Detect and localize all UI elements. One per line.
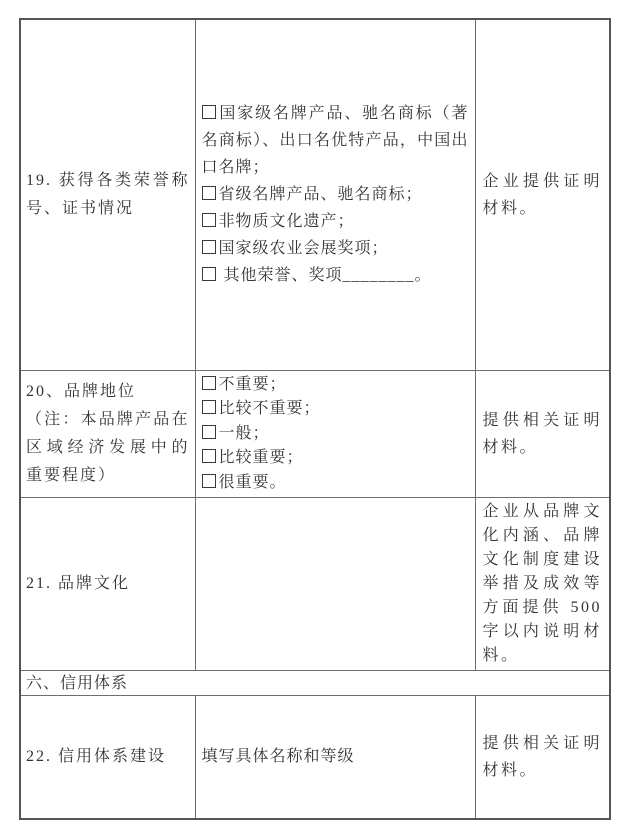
checkbox-icon xyxy=(202,449,216,463)
checkbox-option-label: 比较重要； xyxy=(218,449,304,466)
checkbox-option xyxy=(202,235,469,262)
checkbox-option xyxy=(202,373,469,398)
checkbox-option xyxy=(202,471,469,496)
row20-note-cell xyxy=(475,370,610,498)
section-row xyxy=(20,671,610,696)
checkbox-option xyxy=(202,208,469,235)
checkbox-option-label: 不重要； xyxy=(218,375,287,393)
row19-label-cell xyxy=(20,19,195,370)
checkbox-icon xyxy=(202,267,216,281)
checkbox-option xyxy=(202,100,469,181)
checkbox-option-label: 其他荣誉、奖项________。 xyxy=(218,267,432,285)
row19-options-cell xyxy=(195,19,475,370)
checkbox-option-list xyxy=(202,100,469,289)
checkbox-icon xyxy=(202,213,216,227)
section-title: 六、信用体系 xyxy=(26,674,129,692)
row-label: 21. 品牌文化 xyxy=(26,575,131,592)
checkbox-option-label: 一般； xyxy=(218,424,270,442)
checkbox-option xyxy=(202,181,469,208)
checkbox-icon xyxy=(202,105,216,119)
table-row-21 xyxy=(20,498,610,671)
table-row-20 xyxy=(20,370,610,498)
table-row-22 xyxy=(20,696,610,819)
checkbox-option-label: 很重要。 xyxy=(218,473,287,491)
requirement-note: 提供相关证明材料。 xyxy=(482,411,602,456)
row21-note-cell xyxy=(475,498,610,671)
checkbox-icon xyxy=(202,474,216,488)
checkbox-option-list xyxy=(202,373,469,496)
checkbox-option-label: 省级名牌产品、驰名商标； xyxy=(218,186,423,204)
checkbox-option xyxy=(202,397,469,422)
checkbox-icon xyxy=(202,186,216,200)
requirement-note: 企业提供证明材料。 xyxy=(482,172,602,217)
row21-content-cell xyxy=(195,498,475,671)
row-label: 22. 信用体系建设 xyxy=(26,747,167,765)
requirement-note: 提供相关证明材料。 xyxy=(482,734,602,779)
row-label-note xyxy=(26,406,190,490)
checkbox-icon xyxy=(202,376,216,390)
checkbox-icon xyxy=(202,240,216,254)
row-label-note-line: （注：本品牌产品在 xyxy=(26,410,190,428)
row21-label-cell xyxy=(20,498,195,671)
checkbox-option xyxy=(202,422,469,447)
row-label-note-line: 重要程度） xyxy=(26,466,117,484)
row-label: 20、品牌地位 xyxy=(26,382,137,400)
row22-content-cell xyxy=(195,696,475,819)
row19-note-cell xyxy=(475,19,610,370)
row22-note-cell xyxy=(475,696,610,819)
checkbox-icon xyxy=(202,400,216,414)
checkbox-option xyxy=(202,262,469,289)
row-label: 19. 获得各类荣誉称号、证书情况 xyxy=(26,171,190,217)
evaluation-form-table xyxy=(19,18,611,820)
checkbox-option-label: 非物质文化遗产； xyxy=(218,213,355,231)
row-label-note-line: 区域经济发展中的 xyxy=(26,438,190,456)
checkbox-option-label: 比较不重要； xyxy=(218,400,321,417)
cell-content: 填写具体名称和等级 xyxy=(201,748,355,766)
checkbox-option-label: 国家级农业会展奖项； xyxy=(218,240,389,258)
checkbox-option-label: 国家级名牌产品、驰名商标（著名商标）、出口名优特产品，中国出口名牌； xyxy=(201,105,469,177)
row20-options-cell xyxy=(195,370,475,498)
checkbox-option xyxy=(202,446,469,471)
row22-label-cell xyxy=(20,696,195,819)
section-header-cell xyxy=(20,671,610,696)
checkbox-icon xyxy=(202,425,216,439)
requirement-note: 企业从品牌文化内涵、品牌文化制度建设举措及成效等方面提供 500 字以内说明材料。 xyxy=(482,503,602,664)
row20-label-cell xyxy=(20,370,195,498)
table-row-19 xyxy=(20,19,610,370)
